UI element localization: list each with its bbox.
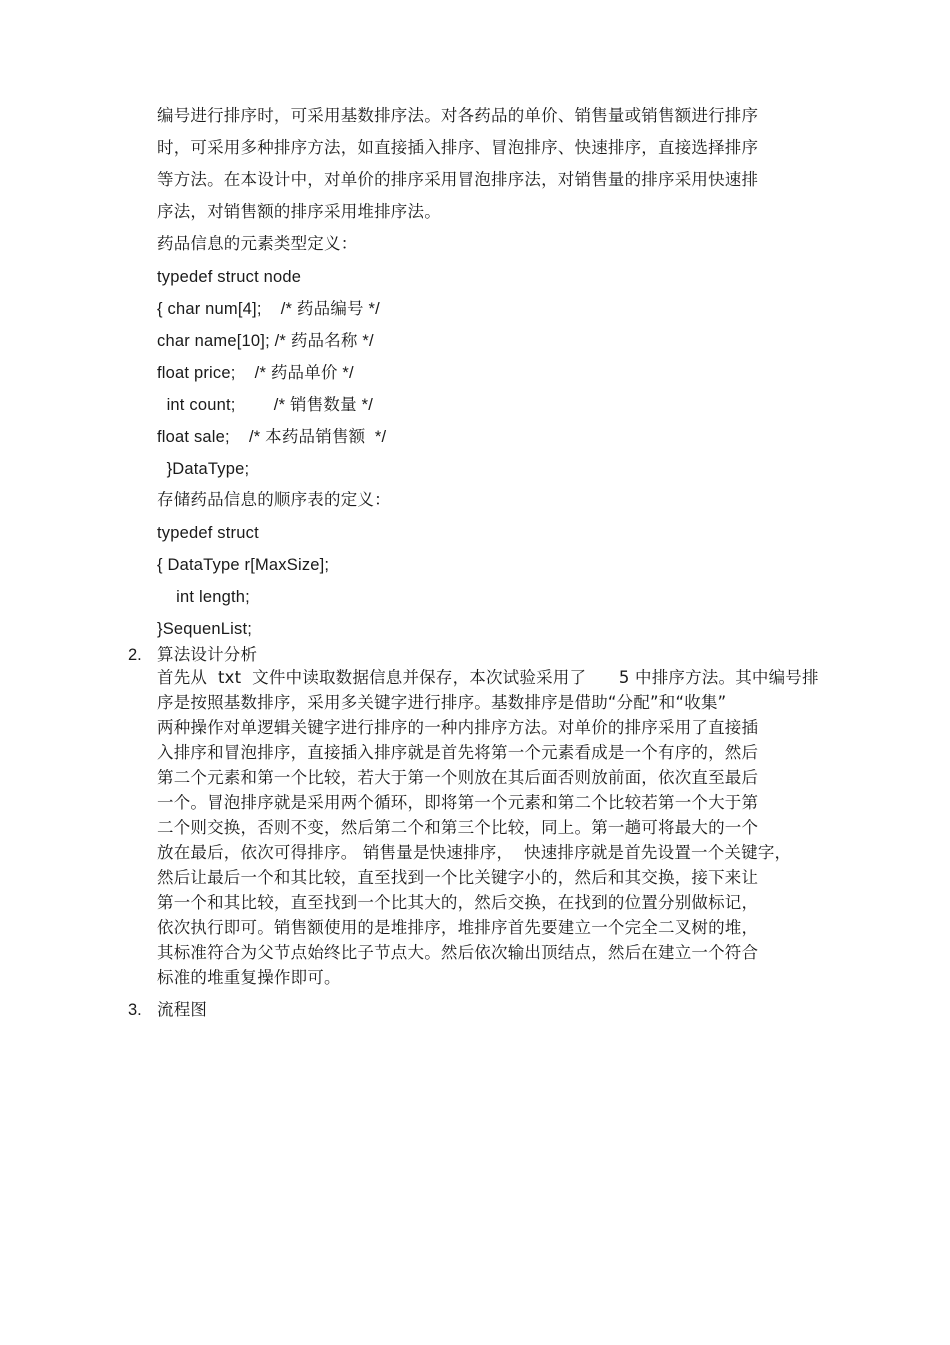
paragraph-line: 依次执行即可。销售额使用的是堆排序，堆排序首先要建立一个完全二叉树的堆，: [157, 918, 759, 937]
paragraph-line: 二个则交换，否则不变，然后第二个和第三个比较，同上。第一趟可将最大的一个: [157, 818, 759, 837]
paragraph-line: 入排序和冒泡排序，直接插入排序就是首先将第一个元素看成是一个有序的，然后: [157, 743, 759, 762]
paragraph-line: 然后让最后一个和其比较，直至找到一个比关键字小的，然后和其交换，接下来让: [157, 868, 759, 887]
paragraph-line: 序是按照基数排序，采用多关键字进行排序。基数排序是借助“分配”和“收集”: [157, 693, 727, 712]
code-line: typedef struct: [157, 524, 259, 542]
section-number: 3.: [128, 1001, 142, 1019]
code-line: }SequenList;: [157, 620, 253, 638]
section-title: 流程图: [157, 1000, 208, 1019]
section-title: 算法设计分析: [157, 645, 258, 664]
paragraph-line: 其标准符合为父节点始终比子节点大。然后依次输出顶结点，然后在建立一个符合: [157, 943, 759, 962]
element-type-heading: 药品信息的元素类型定义：: [157, 234, 358, 253]
intro-line: 等方法。在本设计中，对单价的排序采用冒泡排序法，对销售量的排序采用快速排: [157, 170, 759, 189]
paragraph-line: 首先从 txt 文件中读取数据信息并保存，本次试验采用了 5 中排序方法。其中编号排: [157, 668, 819, 687]
code-line: int count; /* 销售数量 */: [157, 396, 373, 414]
code-line: int length;: [157, 588, 250, 606]
code-line: float price; /* 药品单价 */: [157, 364, 354, 382]
intro-line: 序法，对销售额的排序采用堆排序法。: [157, 202, 441, 221]
code-line: typedef struct node: [157, 268, 302, 286]
code-line: { DataType r[MaxSize];: [157, 556, 330, 574]
paragraph-line: 两种操作对单逻辑关键字进行排序的一种内排序方法。对单价的排序采用了直接插: [157, 718, 759, 737]
code-line: char name[10]; /* 药品名称 */: [157, 332, 374, 350]
paragraph-line: 放在最后，依次可得排序。 销售量是快速排序， 快速排序就是首先设置一个关键字，: [157, 843, 792, 862]
paragraph-line: 第二个元素和第一个比较，若大于第一个则放在其后面否则放前面，依次直至最后: [157, 768, 759, 787]
section-number: 2.: [128, 646, 142, 664]
paragraph-line: 第一个和其比较，直至找到一个比其大的，然后交换，在找到的位置分别做标记，: [157, 893, 759, 912]
code-line: { char num[4]; /* 药品编号 */: [157, 300, 380, 318]
code-line: float sale; /* 本药品销售额 */: [157, 428, 387, 446]
intro-line: 时，可采用多种排序方法，如直接插入排序、冒泡排序、快速排序，直接选择排序: [157, 138, 759, 157]
paragraph-line: 一个。冒泡排序就是采用两个循环，即将第一个元素和第二个比较若第一个大于第: [157, 793, 759, 812]
intro-line: 编号进行排序时，可采用基数排序法。对各药品的单价、销售量或销售额进行排序: [157, 106, 759, 125]
paragraph-line: 标准的堆重复操作即可。: [157, 968, 341, 987]
code-line: }DataType;: [157, 460, 250, 478]
seqlist-heading: 存储药品信息的顺序表的定义：: [157, 490, 391, 509]
